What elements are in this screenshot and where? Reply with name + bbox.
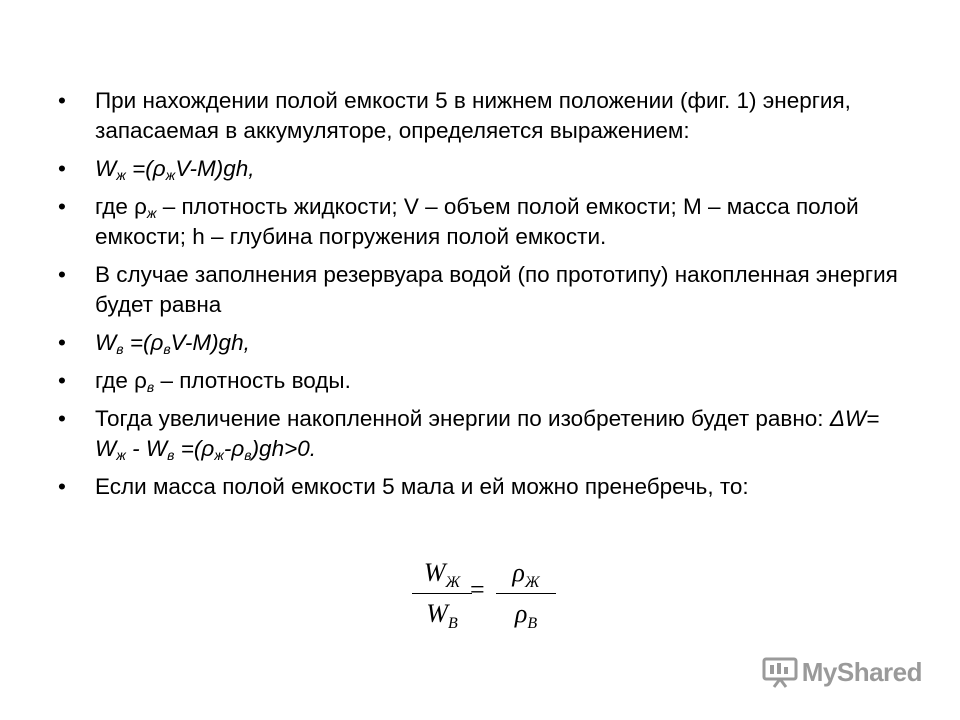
- rho-symbol: ρ: [512, 558, 525, 587]
- sub-v: В: [527, 615, 538, 632]
- bullet-text: При нахождении полой емкости 5 в нижнем положении (фиг. 1) энергия, запасаемая в аккумуляторе, определяется выражением:: [95, 88, 851, 143]
- sub-zh: ж: [116, 167, 126, 183]
- formula-wzh: [95, 156, 255, 181]
- sub-zh: ж: [165, 167, 176, 183]
- pre-text: Тогда увеличение накопленной энергии по изобретению будет равно:: [95, 406, 830, 431]
- pre-text: где ρ: [95, 368, 147, 393]
- bullet-2-formula: [58, 154, 908, 184]
- f-part: - W: [125, 436, 168, 461]
- sub-zh: ж: [214, 447, 224, 463]
- numerator-right: [496, 556, 556, 590]
- slide-content: [58, 86, 908, 510]
- rest-part: V-M)gh,: [170, 330, 250, 355]
- rest-part: V-M)gh,: [175, 156, 255, 181]
- bullet-5-formula: [58, 328, 908, 358]
- sub-v: в: [146, 379, 155, 395]
- bullet-6: [58, 366, 908, 396]
- myshared-logo[interactable]: [762, 656, 922, 688]
- bullet-1: [58, 86, 908, 146]
- fraction-bar: [496, 593, 556, 594]
- bullet-7: [58, 404, 908, 464]
- rest-text: – плотность воды.: [154, 368, 351, 393]
- bullet-4: [58, 260, 908, 320]
- sub-v: в: [167, 447, 175, 463]
- f-part: =(ρ: [174, 436, 215, 461]
- f-part: -ρ: [223, 436, 245, 461]
- sub-zh: Ж: [445, 574, 461, 591]
- eq-part: =(ρ: [125, 156, 166, 181]
- bullet-3: [58, 192, 908, 252]
- w-symbol: W: [95, 330, 117, 355]
- fraction-right: [496, 556, 556, 631]
- eq-part: =(ρ: [123, 330, 164, 355]
- f-part: ΔW= W: [95, 406, 880, 461]
- sub-v: В: [447, 615, 458, 632]
- fraction-bar: [412, 593, 472, 594]
- w-symbol: W: [423, 558, 446, 587]
- numerator-left: [412, 556, 472, 590]
- sub-zh: ж: [146, 205, 157, 221]
- rest-text: – плотность жидкости; V – объем полой емкости; M – масса полой емкости; h – глубина погружения полой емкости.: [95, 194, 859, 249]
- rho-symbol: ρ: [514, 599, 528, 628]
- bullet-text: Если масса полой емкости 5 мала и ей можно пренебречь, то:: [95, 474, 749, 499]
- sub-v: в: [244, 447, 252, 463]
- bullet-8: [58, 472, 908, 502]
- denominator-right: [496, 597, 556, 631]
- sub-v: в: [116, 341, 124, 357]
- formula-wv: [95, 330, 250, 355]
- sub-zh: ж: [116, 447, 126, 463]
- w-symbol: W: [95, 156, 117, 181]
- ratio-formula: [412, 556, 582, 636]
- f-part: )gh>0.: [251, 436, 316, 461]
- presentation-board-icon: [762, 656, 798, 688]
- pre-text: где ρ: [95, 194, 147, 219]
- sub-v: в: [163, 341, 171, 357]
- logo-text: MyShared: [801, 656, 922, 687]
- w-symbol: W: [426, 599, 448, 628]
- sub-zh: Ж: [524, 574, 540, 591]
- fraction-left: [412, 556, 472, 631]
- denominator-left: [412, 597, 472, 631]
- equals-sign: =: [470, 575, 485, 604]
- bullet-text: В случае заполнения резервуара водой (по прототипу) накопленная энергия будет равна: [95, 262, 898, 317]
